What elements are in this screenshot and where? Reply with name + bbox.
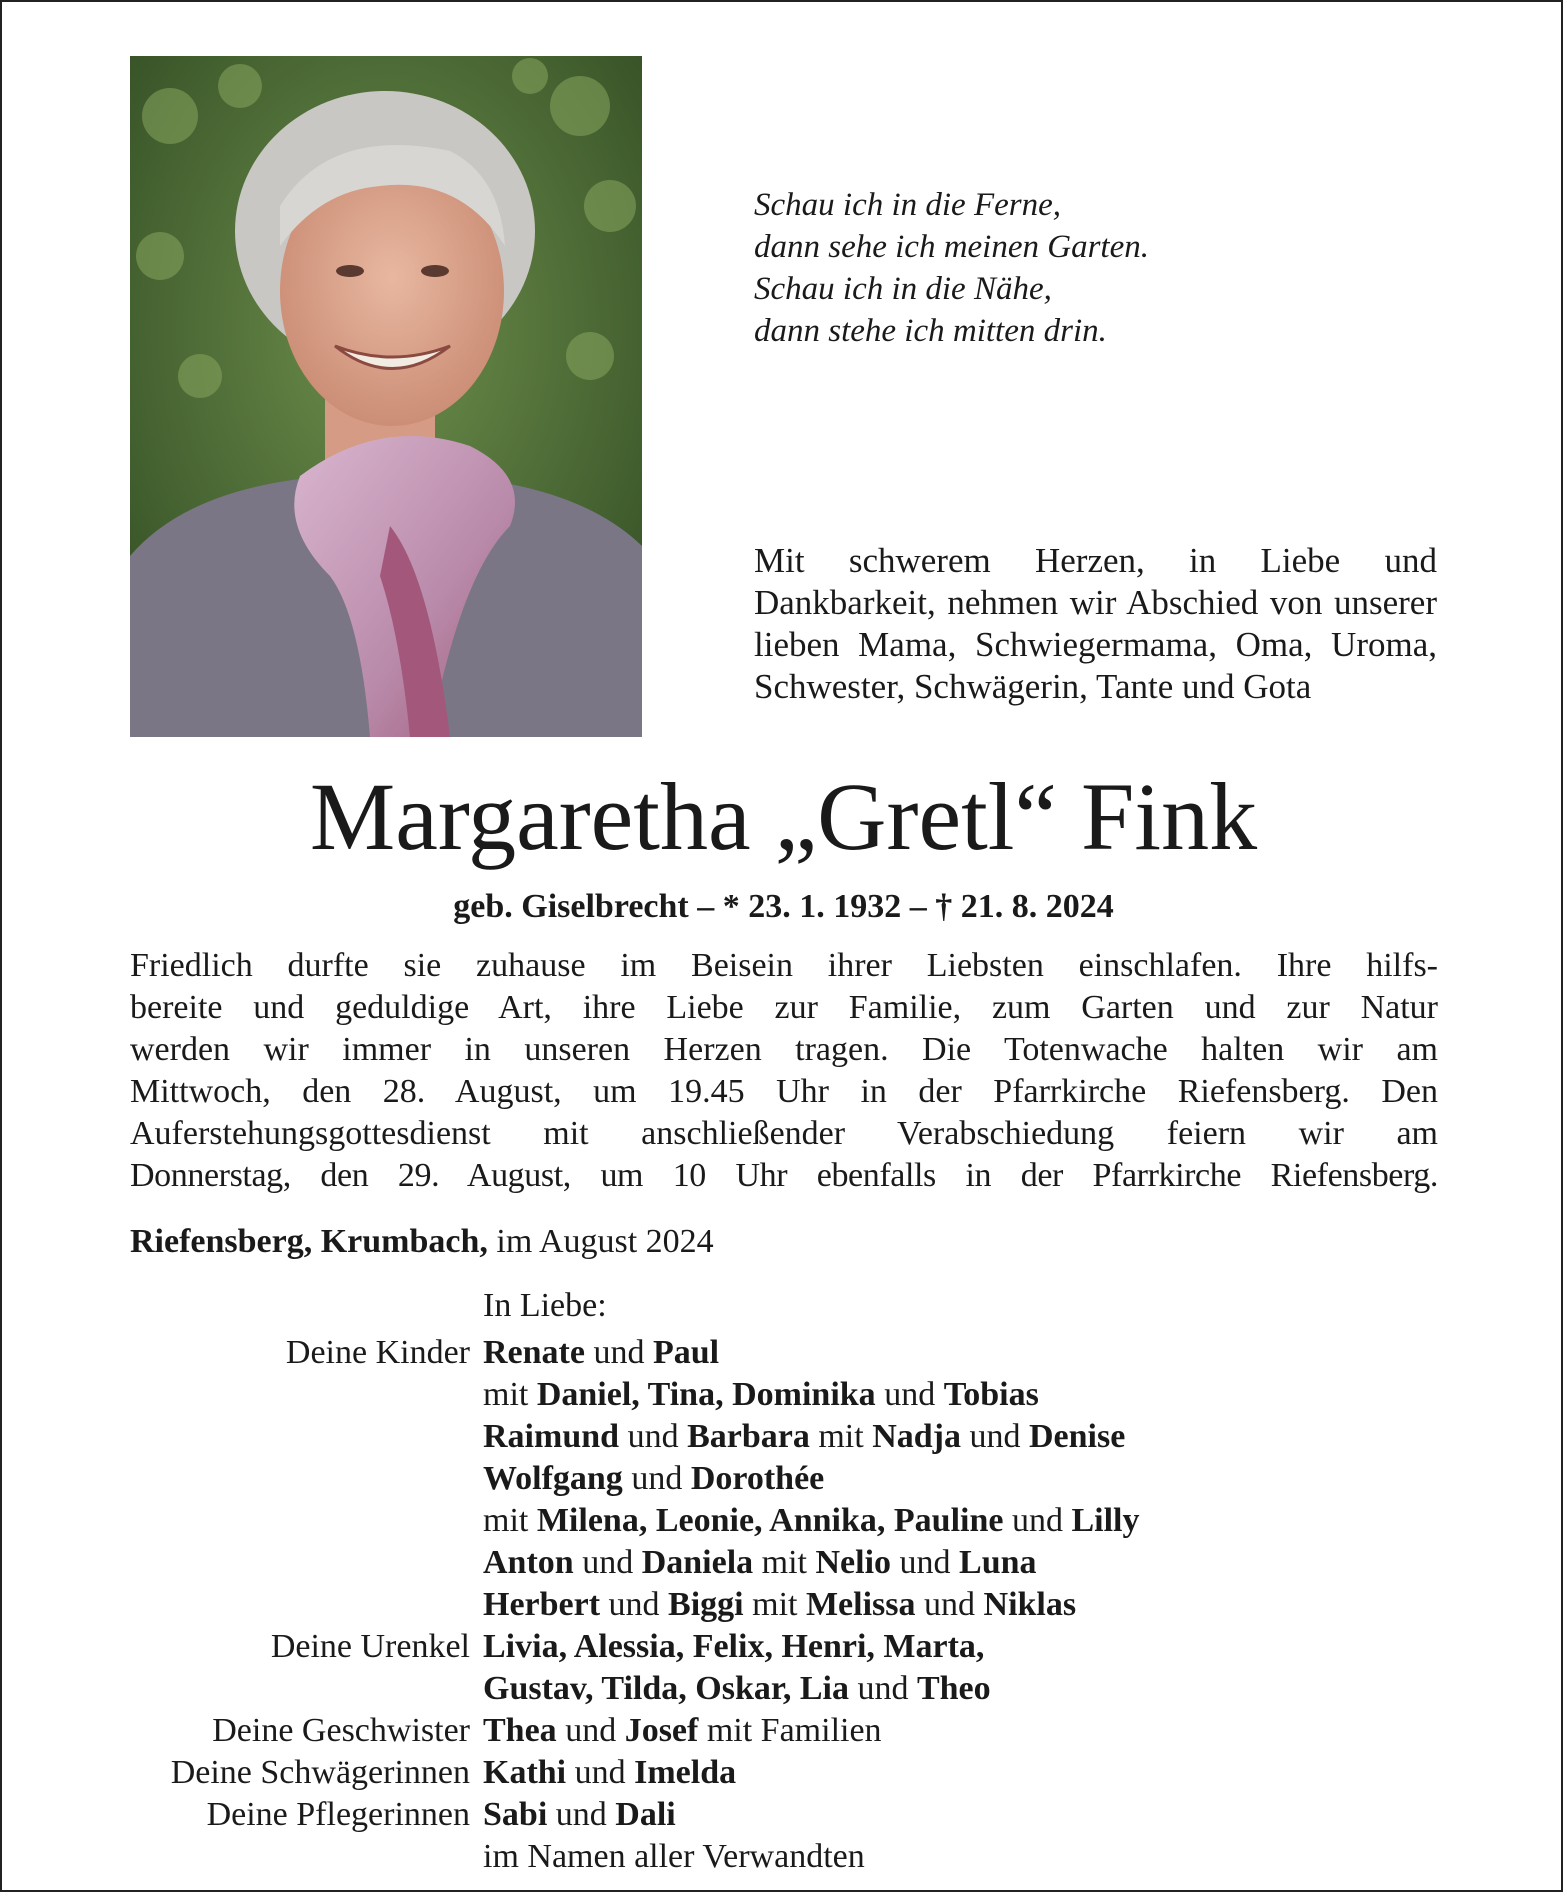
body-line: Mittwoch, den 28. August, um 19.45 Uhr in der Pfarrkirche Riefensberg. Den (130, 1073, 1438, 1110)
portrait-photo (130, 56, 642, 737)
relation-names (483, 1332, 719, 1374)
connector-text: mit (483, 1502, 537, 1539)
person-name: Raimund (483, 1418, 620, 1455)
family-row (0, 1836, 1567, 1878)
relation-names (483, 1584, 1076, 1626)
family-row (0, 1500, 1567, 1542)
connector-text: und (600, 1586, 669, 1623)
person-name: Kathi (483, 1754, 567, 1791)
relation-names (483, 1836, 865, 1878)
person-name: Milena, Leonie, Annika, Pauline (536, 1502, 1004, 1539)
family-row (0, 1710, 1567, 1752)
connector-text: und (622, 1460, 691, 1497)
person-name: Barbara (687, 1418, 810, 1455)
family-row (0, 1626, 1567, 1668)
relation-names (483, 1626, 984, 1668)
person-name: Nadja (872, 1418, 961, 1455)
connector-text: und (619, 1418, 688, 1455)
place-names: Riefensberg, Krumbach, (130, 1223, 488, 1260)
connector-text: und (547, 1796, 616, 1833)
person-name: Josef (624, 1712, 699, 1749)
connector-text: und (875, 1376, 944, 1413)
person-name: Dali (615, 1796, 676, 1833)
family-row (0, 1458, 1567, 1500)
person-name: Paul (652, 1334, 720, 1371)
body-line: Auferstehungsgottesdienst mit anschließender Verabschiedung feiern wir am (130, 1115, 1438, 1152)
person-name: Denise (1028, 1418, 1126, 1455)
family-row (0, 1374, 1567, 1416)
person-name: Anton (483, 1544, 574, 1581)
intro-text: Mit schwerem Herzen, in Liebe und Dankbarkeit, nehmen wir Abschied von unserer lieben Mama, Schwiegermama, Oma, Uroma, Schwester, Schwägerin, Tante und Gota (754, 541, 1437, 706)
person-name: Wolfgang (483, 1460, 623, 1497)
in-liebe-label: In Liebe: (483, 1287, 607, 1324)
connector-text: mit (809, 1418, 873, 1455)
family-list (0, 1332, 1567, 1878)
relation-label: Deine Kinder (285, 1334, 470, 1371)
relation-names (483, 1500, 1140, 1542)
person-name: Sabi (483, 1796, 548, 1833)
person-name: Gustav, Tilda, Oskar, Lia (483, 1670, 849, 1707)
connector-text: und (556, 1712, 625, 1749)
family-row (0, 1416, 1567, 1458)
relation-label: Deine Pflegerinnen (206, 1796, 470, 1833)
relation-names (483, 1416, 1125, 1458)
body-line: bereite und geduldige Art, ihre Liebe zur Familie, zum Garten und zur Natur (130, 989, 1438, 1026)
relation-label: Deine Schwägerinnen (170, 1754, 470, 1791)
person-name: Daniel, Tina, Dominika (536, 1376, 876, 1413)
connector-text: und (915, 1586, 984, 1623)
connector-text: und (848, 1670, 917, 1707)
poem-line: dann stehe ich mitten drin. (754, 313, 1107, 349)
relation-names (483, 1374, 1039, 1416)
family-row (0, 1752, 1567, 1794)
connector-text: mit (753, 1544, 816, 1581)
person-name: Herbert (483, 1586, 601, 1623)
person-name: Daniela (641, 1544, 754, 1581)
poem (754, 184, 1149, 352)
connector-text: und (960, 1418, 1029, 1455)
poem-line: Schau ich in die Nähe, (754, 271, 1052, 307)
connector-text: mit (483, 1376, 537, 1413)
family-row (0, 1794, 1567, 1836)
person-name: Biggi (668, 1586, 744, 1623)
connector-text: und (891, 1544, 960, 1581)
family-row (0, 1668, 1567, 1710)
body-line: Donnerstag, den 29. August, um 10 Uhr ebenfalls in der Pfarrkirche Riefensberg. (130, 1157, 1438, 1194)
relation-names (483, 1710, 882, 1752)
relation-label: Deine Geschwister (212, 1712, 470, 1749)
connector-text: mit (743, 1586, 806, 1623)
person-name: Dorothée (690, 1460, 825, 1497)
connector-text: und (566, 1754, 635, 1791)
deceased-name: Margaretha „Gretl“ Fink (309, 763, 1258, 870)
body-line: Friedlich durfte sie zuhause im Beisein ihrer Liebsten einschlafen. Ihre hilfs- (130, 947, 1438, 984)
relation-names (483, 1794, 676, 1836)
person-name: Lilly (1071, 1502, 1140, 1539)
relation-names (483, 1752, 736, 1794)
person-name: Tobias (943, 1376, 1039, 1413)
person-name: Melissa (805, 1586, 916, 1623)
relation-names (483, 1458, 824, 1500)
person-name: Imelda (634, 1754, 737, 1791)
person-name: Luna (959, 1544, 1037, 1581)
person-name: Nelio (815, 1544, 892, 1581)
body-line: werden wir immer in unseren Herzen tragen. Die Totenwache halten wir am (130, 1031, 1438, 1068)
connector-text: und (573, 1544, 642, 1581)
relation-label: Deine Urenkel (270, 1628, 470, 1665)
family-row (0, 1542, 1567, 1584)
connector-text: mit Familien (698, 1712, 882, 1749)
person-name: Renate (483, 1334, 585, 1371)
relation-names (483, 1542, 1037, 1584)
birth-death-dates: geb. Giselbrecht – * 23. 1. 1932 – † 21. 8. 2024 (453, 888, 1114, 925)
person-name: Livia, Alessia, Felix, Henri, Marta, (483, 1628, 985, 1665)
connector-text: und (1003, 1502, 1072, 1539)
poem-line: Schau ich in die Ferne, (754, 187, 1061, 223)
connector-text: im Namen aller Verwandten (483, 1838, 865, 1875)
family-row (0, 1584, 1567, 1626)
family-row (0, 1332, 1567, 1374)
body-text (130, 945, 1438, 1197)
place-and-date (130, 1221, 714, 1263)
person-name: Thea (483, 1712, 557, 1749)
connector-text: und (584, 1334, 653, 1371)
person-name: Theo (916, 1670, 991, 1707)
place-date: im August 2024 (487, 1223, 714, 1260)
poem-line: dann sehe ich meinen Garten. (754, 229, 1149, 265)
person-name: Niklas (983, 1586, 1077, 1623)
relation-names (483, 1668, 991, 1710)
